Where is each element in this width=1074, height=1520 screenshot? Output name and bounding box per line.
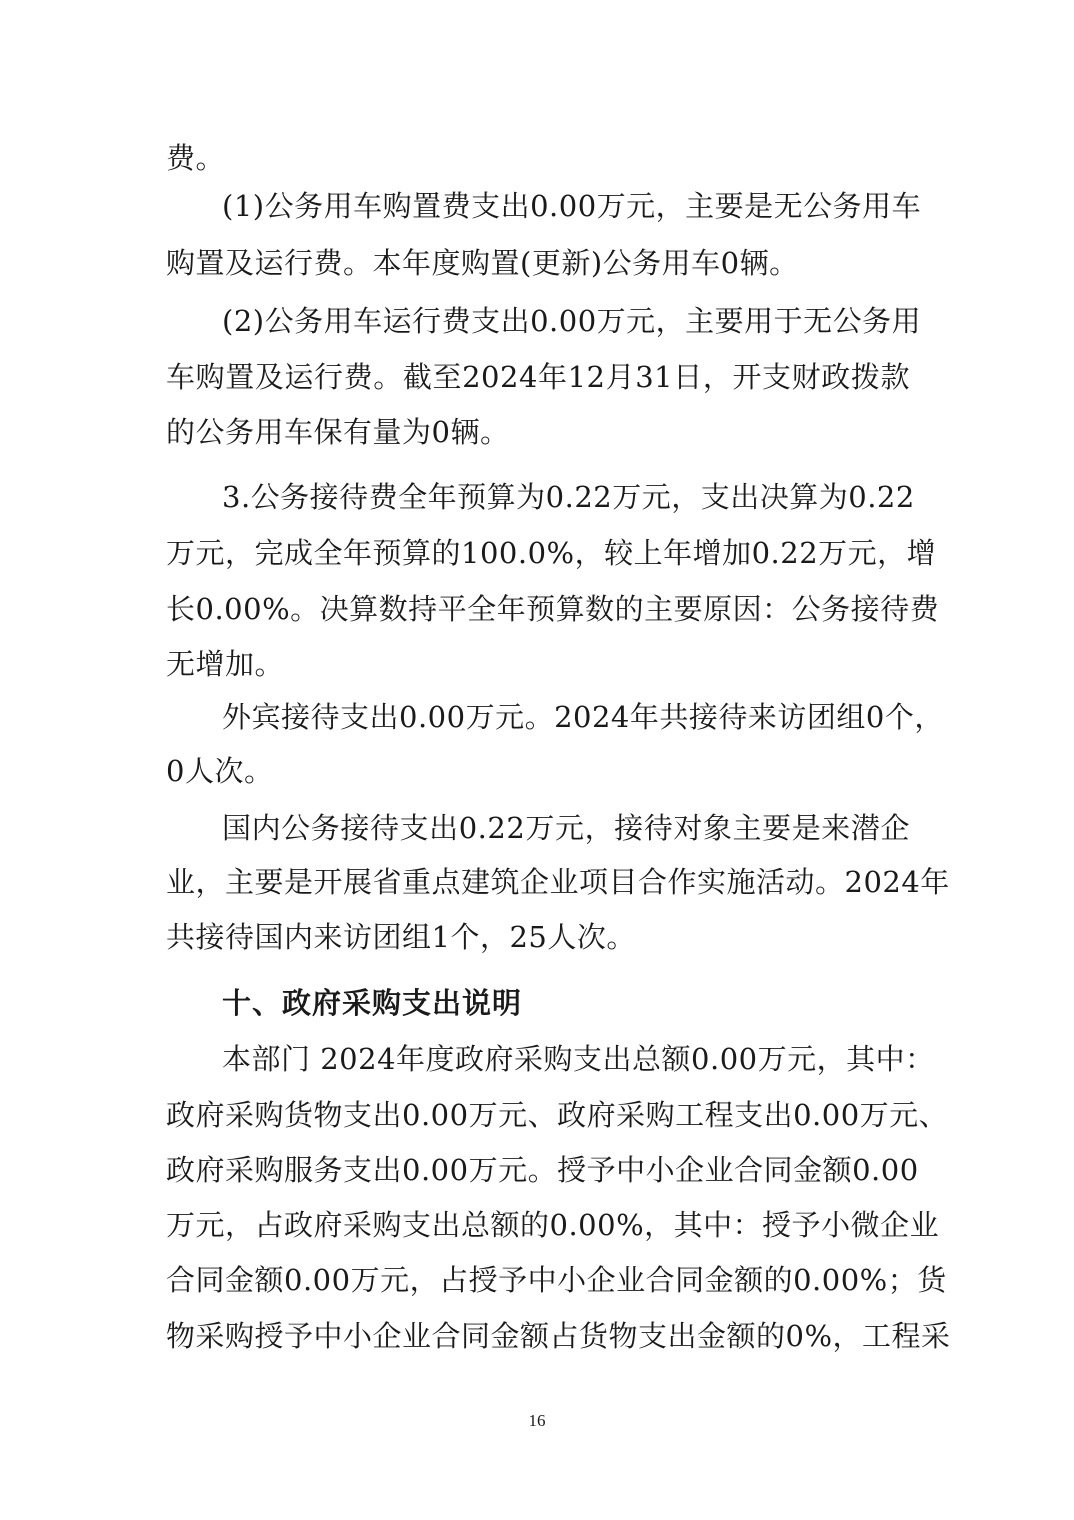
page-number: 16 xyxy=(528,1411,546,1430)
paragraph-line: 购置及运行费。本年度购置(更新)公务用车0辆。 xyxy=(166,246,799,280)
paragraph-line: 业，主要是开展省重点建筑企业项目合作实施活动。2024年 xyxy=(166,865,950,899)
paragraph-line: 车购置及运行费。截至2024年12月31日，开支财政拨款 xyxy=(166,360,910,394)
paragraph-line: 国内公务接待支出0.22万元，接待对象主要是来潜企 xyxy=(222,811,910,845)
paragraph-line: 无增加。 xyxy=(166,647,285,681)
paragraph-line: (2)公务用车运行费支出0.00万元，主要用于无公务用 xyxy=(222,304,922,338)
paragraph-line: 共接待国内来访团组1个，25人次。 xyxy=(166,920,636,954)
paragraph-line: 政府采购货物支出0.00万元、政府采购工程支出0.00万元、 xyxy=(166,1098,949,1132)
paragraph-line: 本部门 2024年度政府采购支出总额0.00万元，其中： xyxy=(222,1042,935,1076)
paragraph-line: 物采购授予中小企业合同金额占货物支出金额的0%，工程采 xyxy=(166,1319,951,1353)
paragraph-line: 的公务用车保有量为0辆。 xyxy=(166,415,510,449)
section-heading: 十、政府采购支出说明 xyxy=(222,986,523,1020)
paragraph-line: 万元，完成全年预算的100.0%，较上年增加0.22万元，增 xyxy=(166,536,937,570)
paragraph-line: (1)公务用车购置费支出0.00万元，主要是无公务用车 xyxy=(222,189,922,223)
paragraph-line: 政府采购服务支出0.00万元。授予中小企业合同金额0.00 xyxy=(166,1153,919,1187)
paragraph-line: 3.公务接待费全年预算为0.22万元，支出决算为0.22 xyxy=(222,480,915,514)
paragraph-line: 万元，占政府采购支出总额的0.00%，其中：授予小微企业 xyxy=(166,1208,940,1242)
paragraph-line: 外宾接待支出0.00万元。2024年共接待来访团组0个， xyxy=(222,700,944,734)
paragraph-line: 费。 xyxy=(166,141,226,175)
paragraph-line: 合同金额0.00万元，占授予中小企业合同金额的0.00%；货 xyxy=(166,1263,947,1297)
paragraph-line: 长0.00%。决算数持平全年预算数的主要原因：公务接待费 xyxy=(166,592,940,626)
paragraph-line: 0人次。 xyxy=(166,754,274,788)
